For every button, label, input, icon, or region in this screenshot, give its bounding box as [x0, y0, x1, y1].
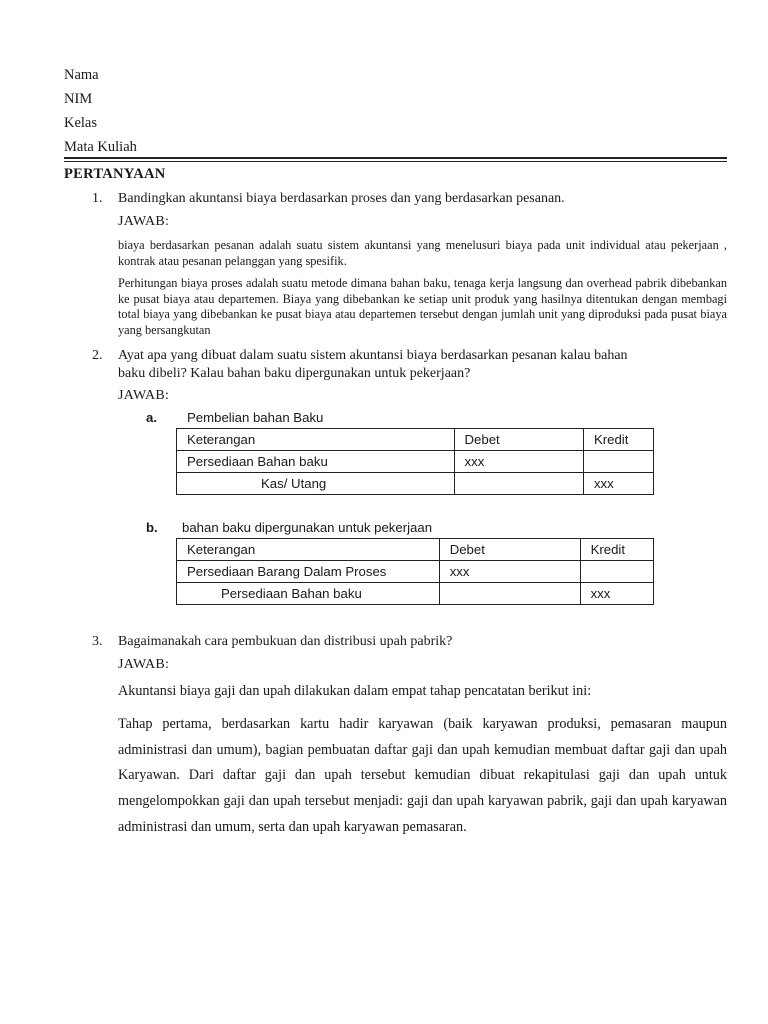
table-cell: Kas/ Utang	[177, 473, 455, 495]
q1-answer-paragraph-2: Perhitungan biaya proses adalah suatu metode dimana bahan baku, tenaga kerja langsung dan overhead pabrik dibebankan ke pusat biaya atau departemen. Biaya yang dibebankan ke setiap unit produk yang hasilnya ditentukan dengan membagi total biaya yang dibebankan ke pusat biaya atau departemen tersebut dengan jumlah unit yang diproduksi pada pusat biaya yang bersangkutan	[118, 276, 727, 337]
table-header-row	[177, 539, 654, 561]
q2-text-line-2: baku dibeli? Kalau bahan baku dipergunakan untuk pekerjaan?	[118, 366, 471, 381]
part-b-letter: b.	[146, 520, 158, 535]
table-cell: xxx	[583, 473, 653, 495]
q1-number: 1.	[92, 191, 103, 206]
part-a-letter: a.	[146, 410, 157, 425]
table-cell: xxx	[439, 561, 580, 583]
journal-table-b	[176, 538, 654, 605]
table-head-cell: Kredit	[583, 429, 653, 451]
part-b-title: bahan baku dipergunakan untuk pekerjaan	[182, 520, 433, 535]
q1-text: Bandingkan akuntansi biaya berdasarkan proses dan yang berdasarkan pesanan.	[118, 191, 565, 206]
label-mata-kuliah: Mata Kuliah	[64, 139, 137, 155]
section-title: PERTANYAAN	[64, 166, 166, 182]
label-nama: Nama	[64, 67, 99, 83]
table-cell	[583, 451, 653, 473]
table-cell	[439, 583, 580, 605]
table-row	[177, 583, 654, 605]
table-cell: xxx	[580, 583, 653, 605]
table-head-cell: Keterangan	[177, 429, 455, 451]
q1-answer-paragraph-1: biaya berdasarkan pesanan adalah suatu sistem akuntansi yang menelusuri biaya pada unit individual atau pekerjaan , kontrak atau pesanan pelanggan yang spesifik.	[118, 238, 727, 268]
table-cell: Persediaan Barang Dalam Proses	[177, 561, 440, 583]
q2-number: 2.	[92, 348, 103, 363]
table-cell: Persediaan Bahan baku	[177, 583, 440, 605]
table-head-cell: Debet	[439, 539, 580, 561]
table-header-row	[177, 429, 654, 451]
table-head-cell: Debet	[454, 429, 583, 451]
table-head-cell: Keterangan	[177, 539, 440, 561]
header-divider-thin	[64, 161, 727, 162]
table-row	[177, 451, 654, 473]
header-divider-thick	[64, 157, 727, 159]
table-row	[177, 473, 654, 495]
q2-jawab-label: JAWAB:	[118, 388, 170, 403]
label-kelas: Kelas	[64, 115, 98, 131]
q3-number: 3.	[92, 634, 103, 649]
q3-answer-intro: Akuntansi biaya gaji dan upah dilakukan dalam empat tahap pencatatan berikut ini:	[118, 683, 592, 699]
table-cell	[580, 561, 653, 583]
part-a-title: Pembelian bahan Baku	[187, 410, 324, 425]
table-cell: Persediaan Bahan baku	[177, 451, 455, 473]
table-row	[177, 561, 654, 583]
q2-text-line-1: Ayat apa yang dibuat dalam suatu sistem akuntansi biaya berdasarkan pesanan kalau bahan	[118, 348, 628, 363]
q3-text: Bagaimanakah cara pembukuan dan distribusi upah pabrik?	[118, 634, 453, 649]
table-head-cell: Kredit	[580, 539, 653, 561]
table-cell	[454, 473, 583, 495]
q3-jawab-label: JAWAB:	[118, 657, 170, 672]
table-cell: xxx	[454, 451, 583, 473]
journal-table-a	[176, 428, 654, 495]
q1-jawab-label: JAWAB:	[118, 214, 170, 229]
q3-answer-paragraph: Tahap pertama, berdasarkan kartu hadir karyawan (baik karyawan produksi, pemasaran maupun administrasi dan umum), bagian pembuatan daftar gaji dan upah kemudian membuat daftar gaji dan upah Karyawan. Dari daftar gaji dan upah tersebut kemudian dibuat rekapitulasi gaji dan upah untuk mengelompokkan gaji dan upah tersebut menjadi: gaji dan upah karyawan pabrik, gaji dan upah karyawan administrasi dan umum, serta dan upah karyawan pemasaran.	[118, 716, 727, 835]
label-nim: NIM	[64, 91, 93, 107]
